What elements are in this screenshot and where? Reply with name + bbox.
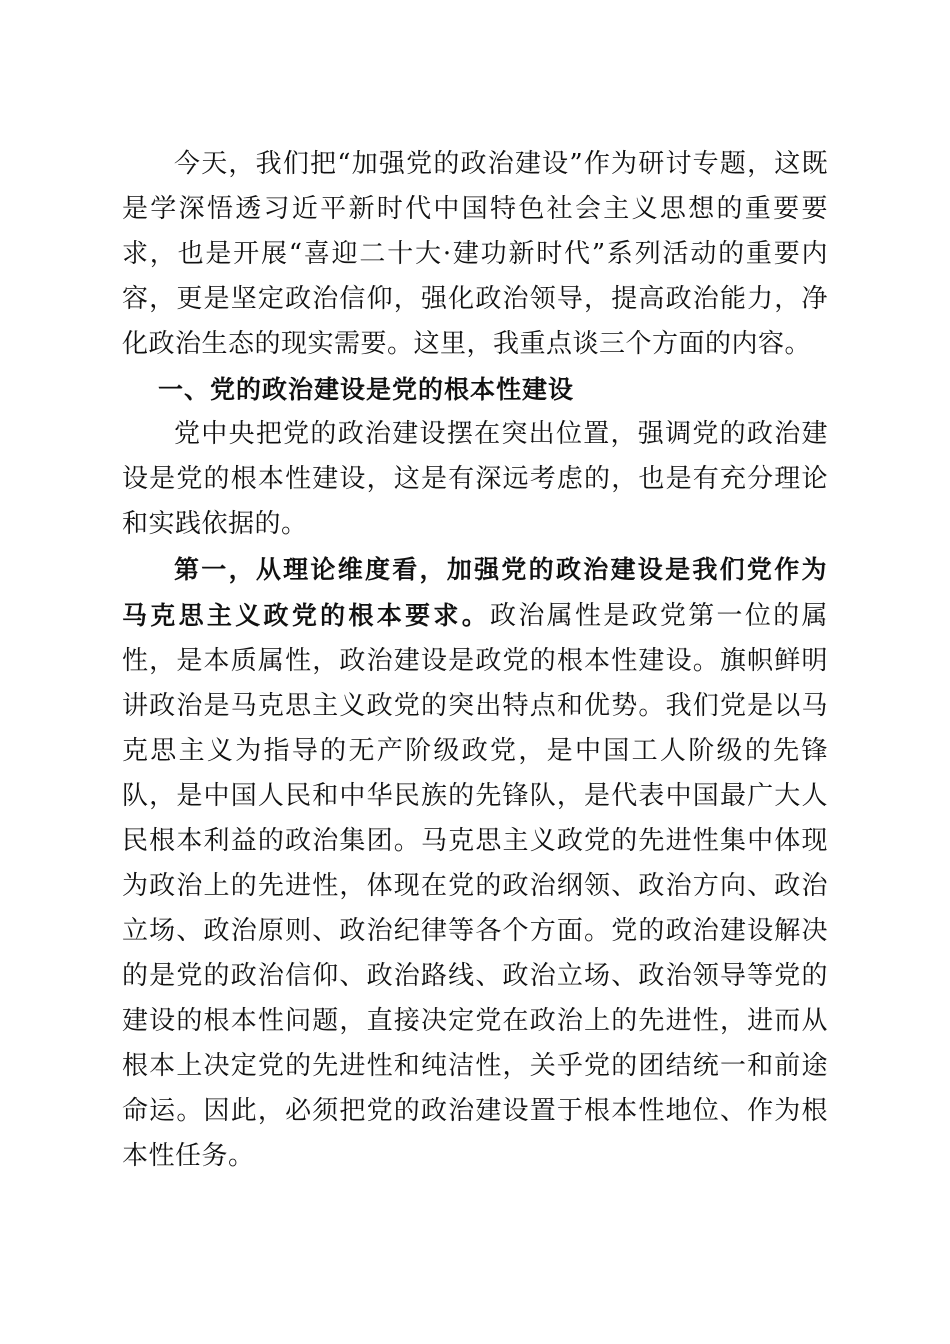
point1-lead: 第一，从理论维度看，加强党的政治建设是我们党作为马克思主义政党的根本要求。 [122,555,828,630]
point1-body: 政治属性是政党第一位的属性，是本质属性，政治建设是政党的根本性建设。旗帜鲜明讲政治是马克思主义政党的突出特点和优势。我们党是以马克思主义为指导的无产阶级政党，是中国工人阶级的先锋队，是中国人民和中华民族的先锋队，是代表中国最广大人民根本利益的政治集团。马克思主义政党的先进性集中体现为政治上的先进性，体现在党的政治纲领、政治方向、政治立场、政治原则、政治纪律等各个方面。党的政治建设解决的是党的政治信仰、政治路线、政治立场、政治领导等党的建设的根本性问题，直接决定党在政治上的先进性，进而从根本上决定党的先进性和纯洁性，关乎党的团结统一和前途命运。因此，必须把党的政治建设置于根本性地位、作为根本性任务。 [122,601,828,1171]
document-body [122,142,828,1179]
section-heading: 一、党的政治建设是党的根本性建设 [158,375,575,404]
intro-paragraph: 今天，我们把“加强党的政治建设”作为研讨专题，这既是学深悟透习近平新时代中国特色社会主义思想的重要要求，也是开展“喜迎二十大·建功新时代”系列活动的重要内容，更是坚定政治信仰，强化政治领导，提高政治能力，净化政治生态的现实需要。这里，我重点谈三个方面的内容。 [122,149,828,359]
point1-paragraph [122,547,828,1179]
section-intro-paragraph: 党中央把党的政治建设摆在突出位置，强调党的政治建设是党的根本性建设，这是有深远考虑的，也是有充分理论和实践依据的。 [122,419,828,539]
